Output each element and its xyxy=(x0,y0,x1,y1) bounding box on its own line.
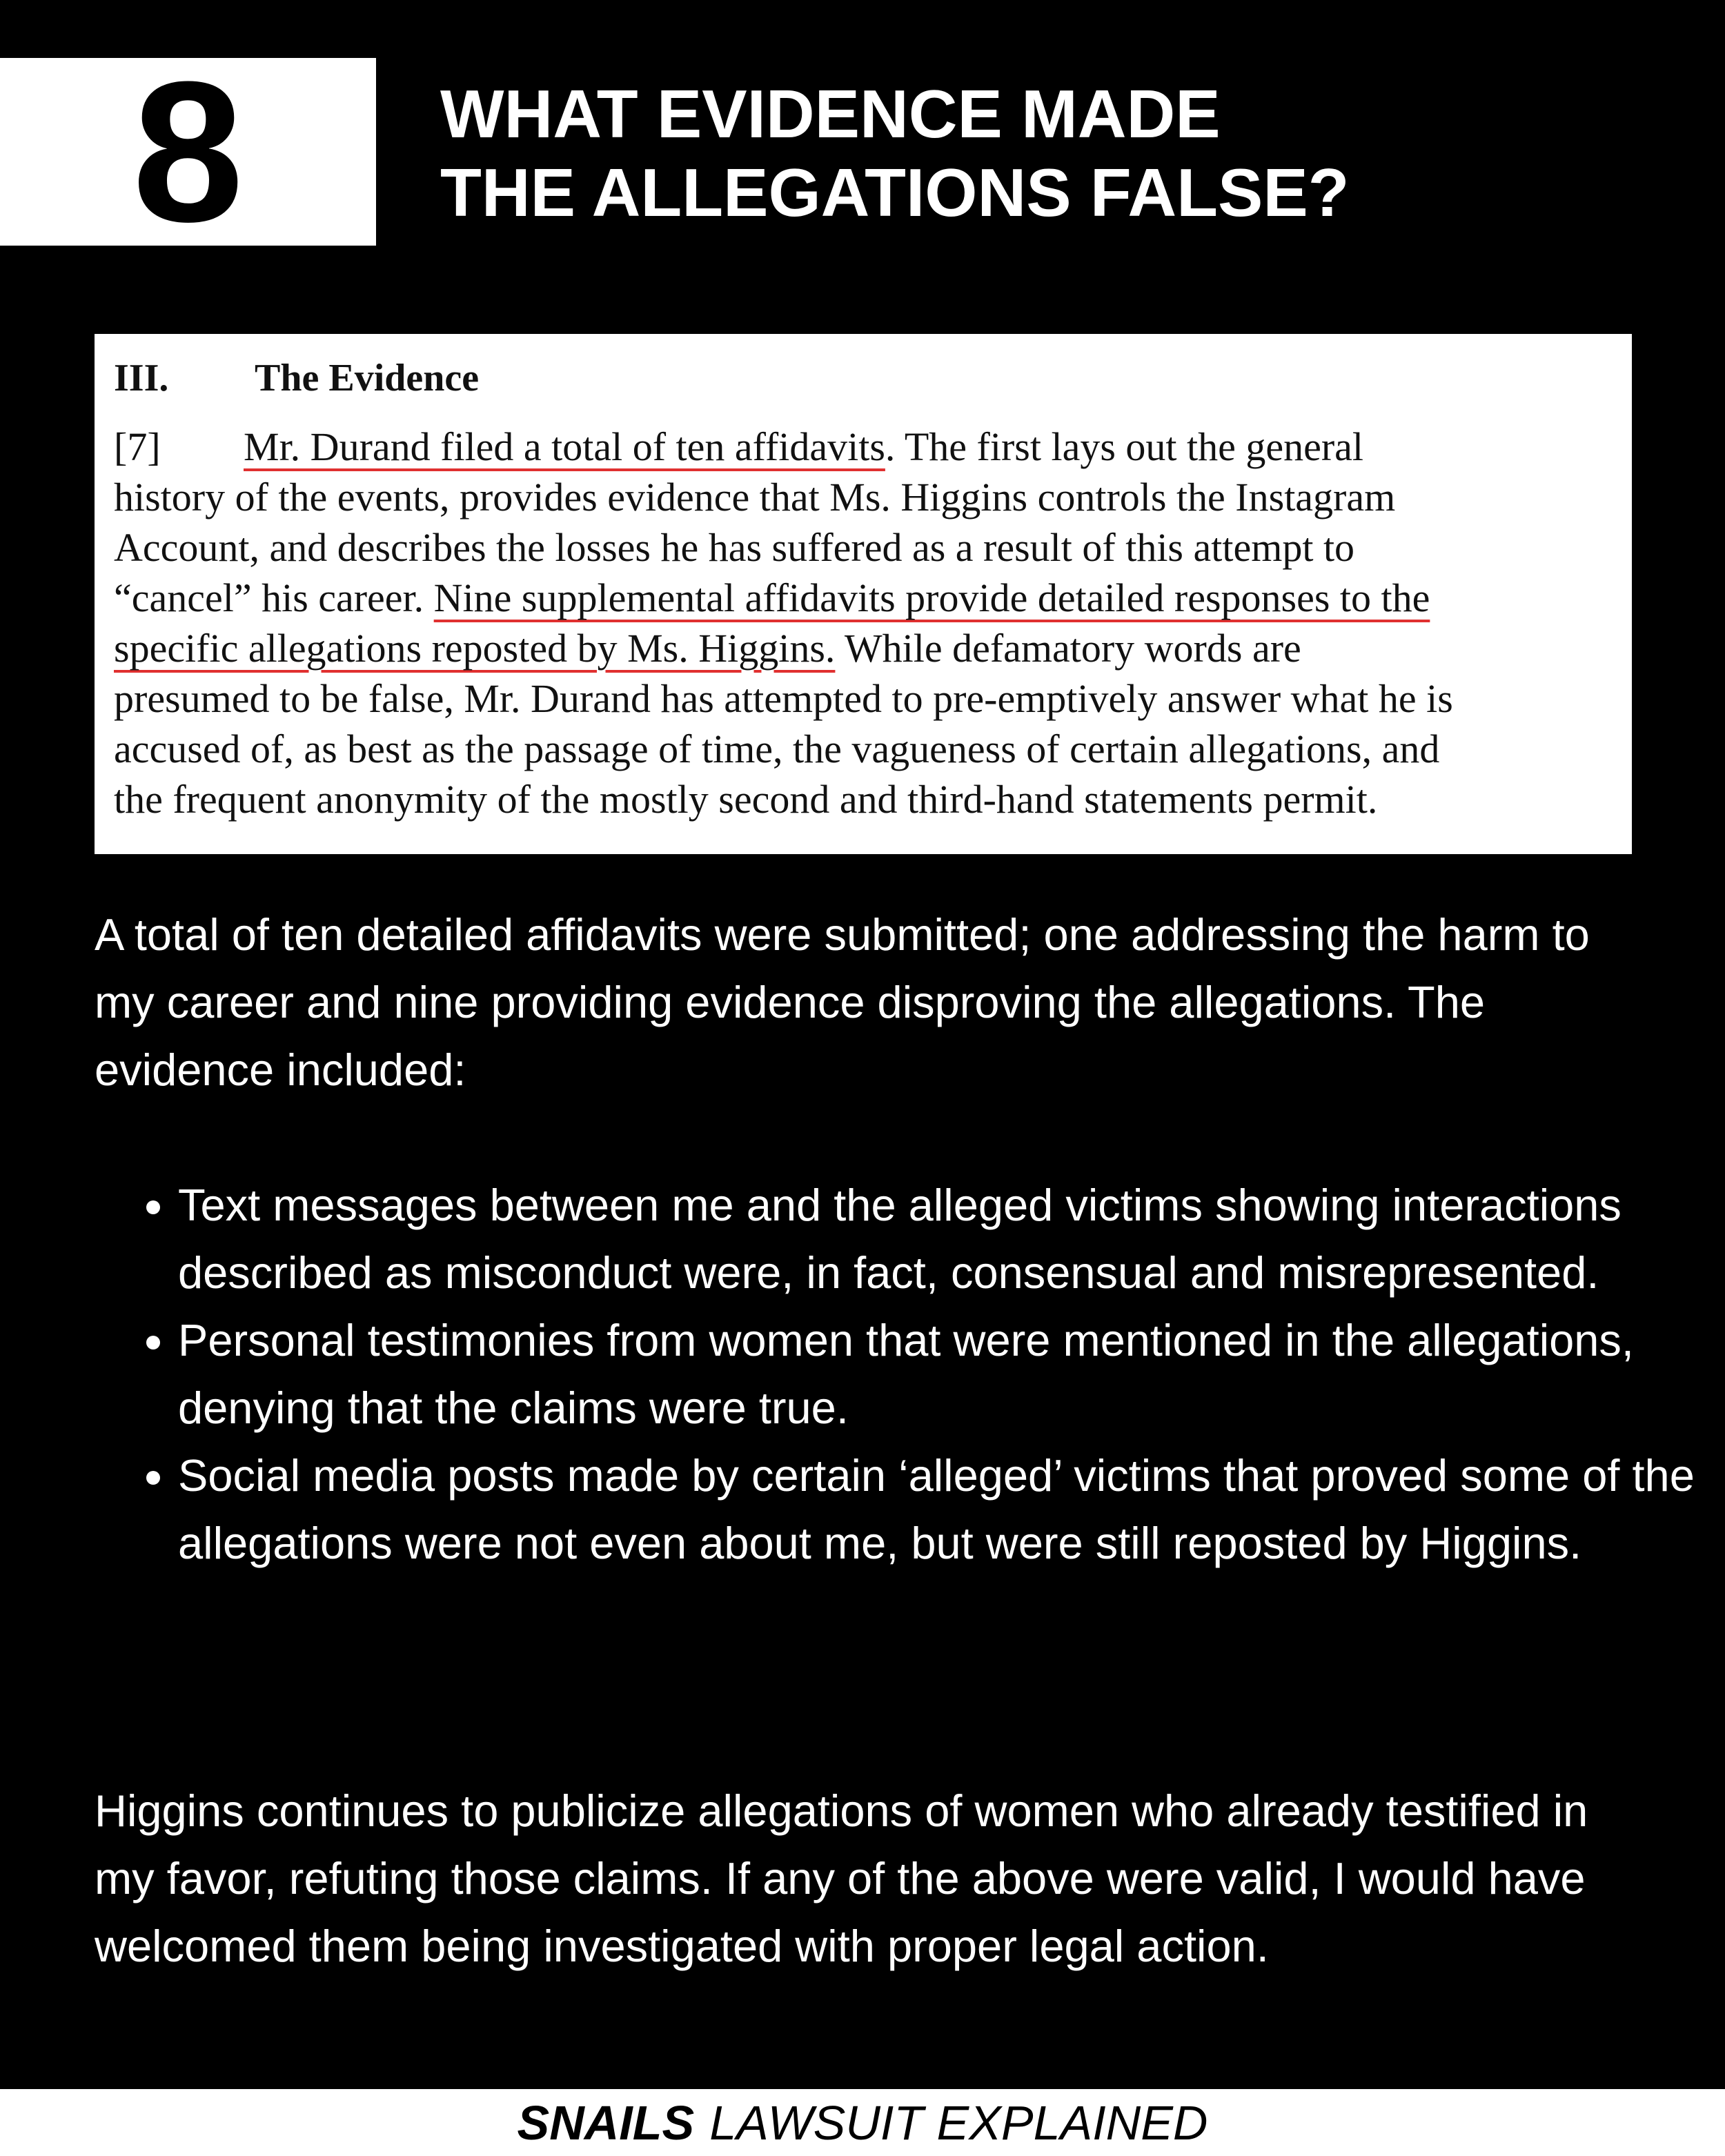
slide-title xyxy=(440,75,1682,232)
excerpt-line: Account, and describes the losses he has suffered as a result of this attempt to xyxy=(114,525,1355,570)
evidence-list-item: • Personal testimonies from women that were mentioned in the allegations, denying that the claims were true. xyxy=(178,1307,1710,1442)
footer-brand: SNAILS xyxy=(517,2095,695,2150)
excerpt-line xyxy=(114,422,1607,472)
excerpt-text: “cancel” his career. xyxy=(114,575,434,620)
footer-subtitle: LAWSUIT EXPLAINED xyxy=(709,2095,1208,2150)
paragraph-number: [7] xyxy=(114,424,161,469)
slide-title-line-2: THE ALLEGATIONS FALSE? xyxy=(440,155,1350,230)
excerpt-line: the frequent anonymity of the mostly second and third-hand statements permit. xyxy=(114,777,1378,822)
slide-number: 8 xyxy=(132,40,244,264)
intro-paragraph: A total of ten detailed affidavits were submitted; one addressing the harm to my career and nine providing evidence disproving the allegations. The evidence included: xyxy=(95,909,1590,1095)
court-document-excerpt xyxy=(95,334,1632,854)
excerpt-line: history of the events, provides evidence that Ms. Higgins controls the Instagram xyxy=(114,475,1396,520)
excerpt-section-heading xyxy=(114,353,1607,404)
evidence-list xyxy=(131,1171,1710,1577)
excerpt-line: presumed to be false, Mr. Durand has attempted to pre-emptively answer what he is xyxy=(114,676,1453,721)
slide-number-badge xyxy=(0,40,376,264)
evidence-list-item: • Social media posts made by certain ‘alleged’ victims that proved some of the allegations were not even about me, but were still reposted by Higgins. xyxy=(178,1442,1710,1577)
highlight-ten-affidavits: Mr. Durand filed a total of ten affidavits xyxy=(244,424,885,469)
closing-paragraph: Higgins continues to publicize allegations of women who already testified in my favor, refuting those claims. If any of the above were valid, I would have welcomed them being investigated with proper legal action. xyxy=(95,1786,1588,1971)
footer-banner xyxy=(0,2089,1725,2156)
slide-title-line-1: WHAT EVIDENCE MADE xyxy=(440,76,1221,152)
section-number: III. xyxy=(114,357,169,399)
section-title: The Evidence xyxy=(255,357,480,399)
excerpt-line: accused of, as best as the passage of time, the vagueness of certain allegations, and xyxy=(114,726,1440,771)
excerpt-text: While defamatory words are xyxy=(835,626,1301,671)
highlight-nine-affidavits: Nine supplemental affidavits provide detailed responses to the xyxy=(433,575,1430,620)
excerpt-line xyxy=(114,623,1607,673)
evidence-list-item: • Text messages between me and the alleged victims showing interactions described as misconduct were, in fact, consensual and misrepresented. xyxy=(178,1171,1710,1307)
excerpt-line xyxy=(114,573,1607,623)
highlight-specific-allegations: specific allegations reposted by Ms. Higgins. xyxy=(114,626,836,671)
excerpt-text: . The first lays out the general xyxy=(885,424,1364,469)
